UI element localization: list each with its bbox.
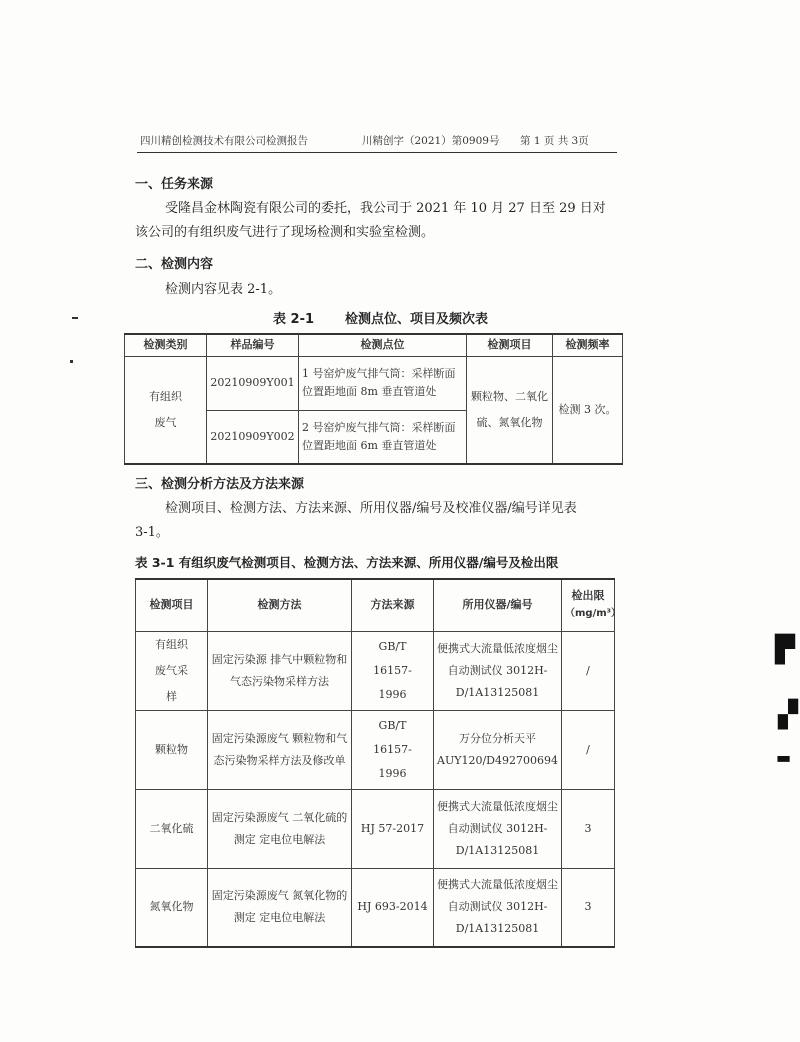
source-text: GB/T 16157-1996 <box>373 718 412 780</box>
table-header-cell: 所用仪器/编号 <box>434 579 562 631</box>
method-cell <box>208 868 352 947</box>
method-cell <box>208 789 352 868</box>
table-header-cell: 检测项目 <box>467 334 553 356</box>
instrument-text: 便携式大流量低浓度烟尘自动测试仪 3012H-D/1A13125081 <box>437 641 558 699</box>
table-header-cell: 样品编号 <box>207 334 299 356</box>
limit-cell: 3 <box>562 789 615 868</box>
table-header-cell: 方法来源 <box>352 579 434 631</box>
instrument-text: 便携式大流量低浓度烟尘自动测试仪 3012H-D/1A13125081 <box>437 878 558 936</box>
scan-mark <box>72 317 78 319</box>
table-row <box>125 356 623 410</box>
limit-cell: / <box>562 710 615 789</box>
source-text: GB/T 16157-1996 <box>373 639 412 701</box>
header-report-number: 川精创字（2021）第0909号 <box>362 135 500 147</box>
table-2-1-title: 检测点位、项目及频次表 <box>345 312 489 327</box>
report-header <box>140 133 615 149</box>
category-text: 有组织废气 <box>149 389 182 429</box>
method-text: 固定污染源废气 颗粒物和气态污染物采样方法及修改单 <box>211 731 348 767</box>
item-cell: 颗粒物 <box>136 710 208 789</box>
table-3-1-header-row <box>136 579 615 631</box>
table-header-cell: 检测方法 <box>208 579 352 631</box>
method-text: 固定污染源 排气中颗粒物和气态污染物采样方法 <box>211 652 348 688</box>
sample-id-cell: 20210909Y002 <box>207 410 299 464</box>
section-2-title: 二、检测内容 <box>135 257 214 272</box>
instrument-cell <box>434 631 562 710</box>
source-cell: HJ 693-2014 <box>352 868 434 947</box>
table-2-1-number: 表 2-1 <box>273 312 315 327</box>
method-cell <box>208 631 352 710</box>
table-row <box>136 868 615 947</box>
table-header-cell: 检测类别 <box>125 334 207 356</box>
table-row <box>136 710 615 789</box>
instrument-cell <box>434 789 562 868</box>
method-cell <box>208 710 352 789</box>
table-header-cell: 检测点位 <box>299 334 467 356</box>
section-3-text-line2: 3-1。 <box>135 525 169 540</box>
section-1-title: 一、任务来源 <box>135 177 214 192</box>
instrument-cell <box>434 710 562 789</box>
table-2-1 <box>124 333 623 465</box>
test-items-cell <box>467 356 553 464</box>
section-3-text-line1: 检测项目、检测方法、方法来源、所用仪器/编号及校准仪器/编号详见表 <box>165 501 577 516</box>
section-3-title: 三、检测分析方法及方法来源 <box>135 477 305 492</box>
source-cell <box>352 710 434 789</box>
test-items-text: 颗粒物、二氧化硫、氮氧化物 <box>471 389 548 429</box>
table-row <box>136 789 615 868</box>
table-header-cell <box>562 579 622 631</box>
section-1-text-line2: 该公司的有组织废气进行了现场检测和实验室检测。 <box>135 225 435 240</box>
item-cell: 氮氧化物 <box>136 868 208 947</box>
table-header-cell: 检测项目 <box>136 579 208 631</box>
item-cell: 二氧化硫 <box>136 789 208 868</box>
header-page-number: 第 1 页 共 3页 <box>520 135 589 147</box>
detection-limit-unit: （mg/m³） <box>565 608 622 620</box>
header-rule <box>137 152 617 153</box>
source-cell: HJ 57-2017 <box>352 789 434 868</box>
instrument-text: 便携式大流量低浓度烟尘自动测试仪 3012H-D/1A13125081 <box>437 799 558 857</box>
method-text: 固定污染源废气 二氧化硫的测定 定电位电解法 <box>211 810 348 846</box>
frequency-cell: 检测 3 次。 <box>553 356 623 464</box>
sampling-point-cell: 2 号窑炉废气排气筒：采样断面位置距地面 6m 垂直管道处 <box>299 410 467 464</box>
sampling-point-cell: 1 号窑炉废气排气筒：采样断面位置距地面 8m 垂直管道处 <box>299 356 467 410</box>
item-cell <box>136 631 208 710</box>
header-company: 四川精创检测技术有限公司检测报告 <box>140 135 308 147</box>
section-1-text-line1: 受隆昌金林陶瓷有限公司的委托，我公司于 2021 年 10 月 27 日至 29 日对 <box>165 201 606 216</box>
source-cell <box>352 631 434 710</box>
item-text: 有组织废气采样 <box>155 637 188 703</box>
limit-cell: / <box>562 631 615 710</box>
table-3-1 <box>135 578 622 948</box>
seal-fragment: ▬ <box>776 748 792 767</box>
detection-limit-label: 检出限 <box>571 589 605 603</box>
table-row <box>136 631 615 710</box>
seal-fragment: ▛ <box>775 635 795 665</box>
scan-mark <box>70 360 73 363</box>
method-text: 固定污染源废气 氮氧化物的测定 定电位电解法 <box>211 889 348 925</box>
limit-cell: 3 <box>562 868 615 947</box>
instrument-text: 万分位分析天平 AUY120/D492700694 <box>437 731 558 767</box>
table-header-cell: 检测频率 <box>553 334 623 356</box>
category-cell <box>125 356 207 464</box>
seal-fragment: ▞ <box>778 700 798 730</box>
section-2-text: 检测内容见表 2-1。 <box>165 282 282 297</box>
table-3-1-caption: 表 3-1 有组织废气检测项目、检测方法、方法来源、所用仪器/编号及检出限 <box>135 555 559 570</box>
sample-id-cell: 20210909Y001 <box>207 356 299 410</box>
instrument-cell <box>434 868 562 947</box>
table-2-1-header-row <box>125 334 623 356</box>
